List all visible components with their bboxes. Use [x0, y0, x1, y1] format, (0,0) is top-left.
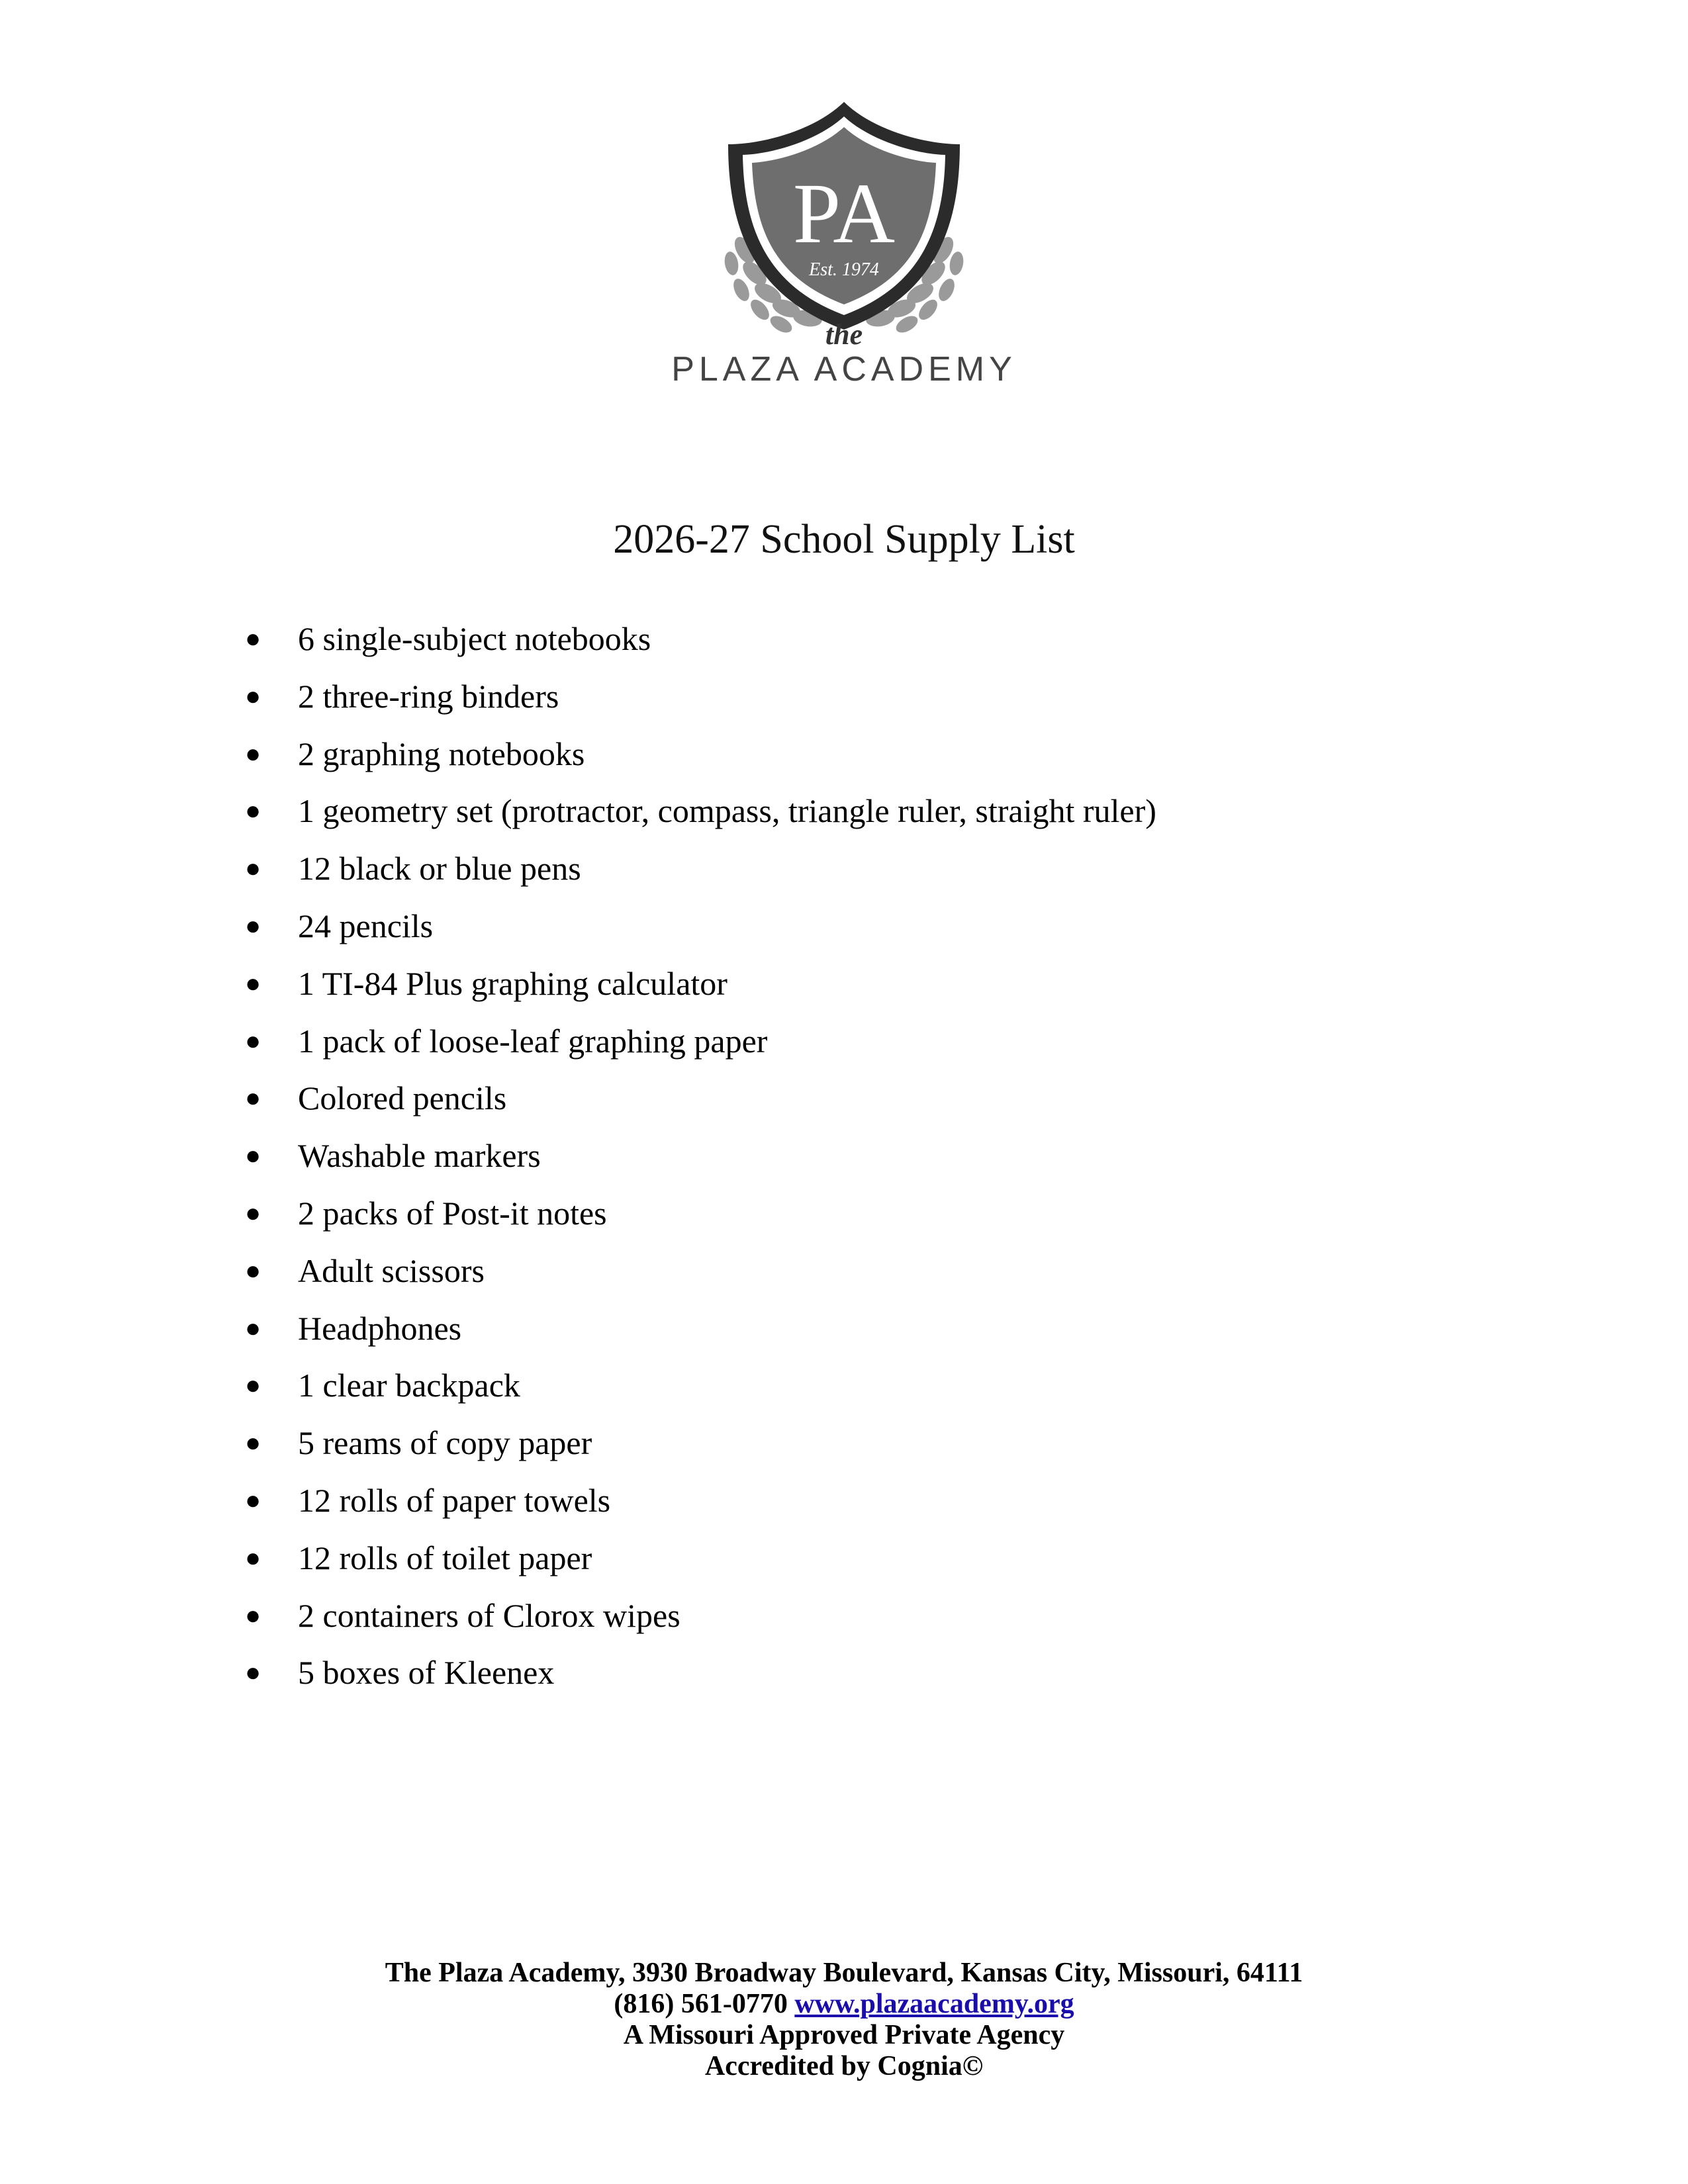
- supply-list: [245, 617, 1503, 1708]
- list-item-text: Washable markers: [298, 1137, 541, 1175]
- list-item-text: Colored pencils: [298, 1079, 507, 1117]
- list-item-text: 1 pack of loose-leaf graphing paper: [298, 1022, 768, 1060]
- bullet-icon: ●: [245, 1542, 261, 1572]
- list-item: [245, 617, 1503, 674]
- list-item: [245, 1134, 1503, 1191]
- bullet-icon: ●: [245, 1083, 261, 1113]
- logo-wordmark: PLAZA ACADEMY: [671, 350, 1017, 388]
- logo-monogram: PA: [792, 166, 896, 261]
- list-item: [245, 1536, 1503, 1594]
- logo-established: Est. 1974: [809, 259, 879, 280]
- list-item: [245, 1019, 1503, 1077]
- footer-address: The Plaza Academy, 3930 Broadway Boulevard, Kansas City, Missouri, 64111: [385, 1958, 1303, 1988]
- list-item-text: 6 single-subject notebooks: [298, 620, 651, 657]
- bullet-icon: ●: [245, 1255, 261, 1285]
- bullet-icon: ●: [245, 738, 261, 768]
- list-item: [245, 1651, 1503, 1708]
- list-item-text: 5 boxes of Kleenex: [298, 1654, 555, 1692]
- bullet-icon: ●: [245, 853, 261, 884]
- list-item-text: 2 packs of Post-it notes: [298, 1194, 607, 1232]
- bullet-icon: ●: [245, 1370, 261, 1400]
- list-item-text: 12 rolls of toilet paper: [298, 1539, 592, 1576]
- list-item: [245, 904, 1503, 962]
- list-item-text: 1 geometry set (protractor, compass, triangle ruler, straight ruler): [298, 792, 1156, 830]
- school-logo: [682, 98, 1006, 389]
- page-title: 2026-27 School Supply List: [613, 517, 1075, 562]
- list-item-text: 2 three-ring binders: [298, 677, 559, 715]
- list-item: [245, 674, 1503, 732]
- footer-agency: A Missouri Approved Private Agency: [623, 2020, 1065, 2050]
- footer: [0, 1958, 1688, 2082]
- list-item-text: 5 reams of copy paper: [298, 1424, 592, 1462]
- list-item: [245, 1479, 1503, 1536]
- list-item: [245, 1306, 1503, 1364]
- footer-accreditation: Accredited by Cognia©: [704, 2051, 984, 2081]
- list-item: [245, 1421, 1503, 1479]
- list-item-text: 24 pencils: [298, 907, 434, 944]
- list-item: [245, 962, 1503, 1019]
- list-item: [245, 732, 1503, 790]
- list-item: [245, 1249, 1503, 1306]
- list-item: [245, 789, 1503, 846]
- list-item: [245, 846, 1503, 904]
- bullet-icon: ●: [245, 1657, 261, 1688]
- bullet-icon: ●: [245, 796, 261, 826]
- list-item: [245, 1076, 1503, 1134]
- bullet-icon: ●: [245, 1197, 261, 1228]
- bullet-icon: ●: [245, 910, 261, 940]
- shield-laurel-crest-icon: [682, 98, 1006, 389]
- bullet-icon: ●: [245, 1025, 261, 1056]
- list-item-text: 12 rolls of paper towels: [298, 1481, 611, 1519]
- bullet-icon: ●: [245, 1484, 261, 1515]
- bullet-icon: ●: [245, 968, 261, 998]
- website-link[interactable]: www.plazaacademy.org: [794, 1989, 1074, 2019]
- bullet-icon: ●: [245, 1428, 261, 1458]
- list-item: [245, 1363, 1503, 1421]
- list-item-text: Adult scissors: [298, 1251, 485, 1289]
- bullet-icon: ●: [245, 1140, 261, 1171]
- bullet-icon: ●: [245, 1600, 261, 1630]
- list-item-text: 1 TI-84 Plus graphing calculator: [298, 964, 727, 1002]
- bullet-icon: ●: [245, 623, 261, 653]
- list-item-text: Headphones: [298, 1309, 462, 1347]
- footer-contact: [0, 1989, 1688, 2020]
- list-item: [245, 1191, 1503, 1249]
- footer-phone: (816) 561-0770: [614, 1989, 788, 2019]
- list-item: [245, 1594, 1503, 1651]
- list-item-text: 2 containers of Clorox wipes: [298, 1596, 680, 1634]
- bullet-icon: ●: [245, 1312, 261, 1343]
- bullet-icon: ●: [245, 680, 261, 711]
- list-item-text: 1 clear backpack: [298, 1367, 520, 1404]
- list-item-text: 12 black or blue pens: [298, 850, 581, 887]
- list-item-text: 2 graphing notebooks: [298, 735, 585, 772]
- logo-article: the: [825, 318, 863, 351]
